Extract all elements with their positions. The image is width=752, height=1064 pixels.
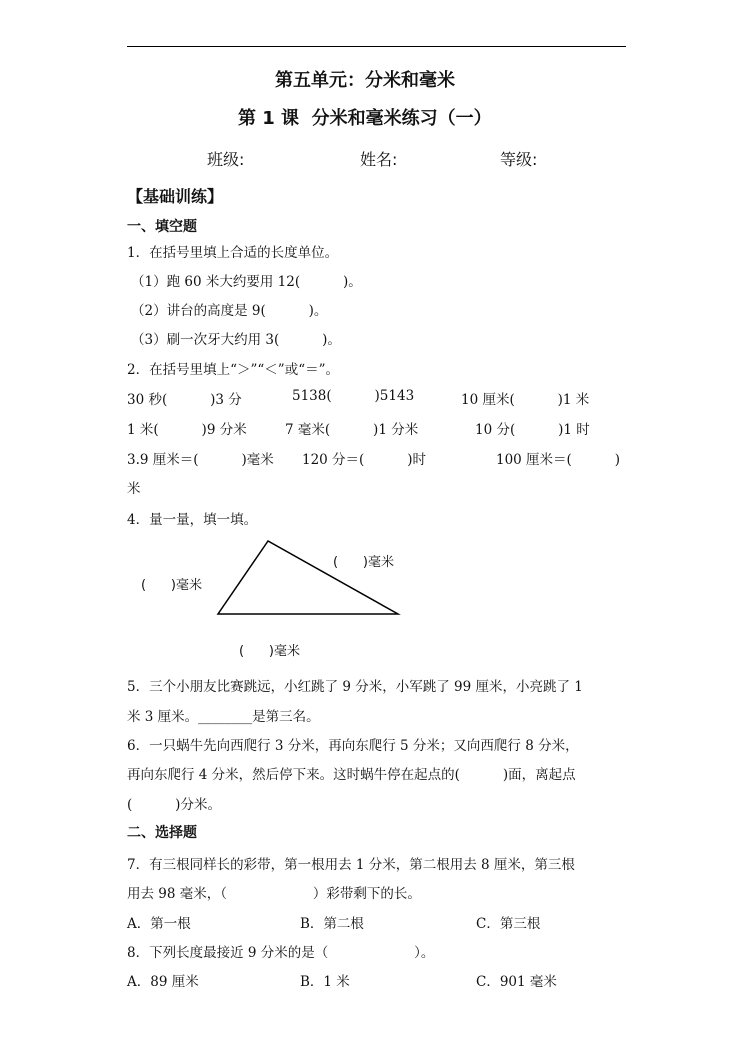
question-7-line1: 7．有三根同样长的彩带，第一根用去 1 分米，第二根用去 8 厘米，第三根 [127,857,575,873]
section-fill-blank: 一、填空题 [127,219,197,235]
triangle-bottom-side-label: ( )毫米 [239,644,300,659]
question-1: 1．在括号里填上合适的长度单位。 [127,245,339,261]
q2-row3-b: 120 分＝( )时 [302,452,427,468]
question-1-2: （2）讲台的高度是 9( )。 [131,303,328,319]
q2-row2-c: 10 分( )1 时 [475,422,590,438]
question-1-3: （3）刷一次牙大约用 3( )。 [131,332,341,348]
triangle-left-side-label: ( )毫米 [141,578,202,593]
question-6-line3: ( )分米。 [127,797,221,813]
basic-training-heading: 【基础训练】 [127,187,224,206]
question-5-line2: 米 3 厘米。________是第三名。 [127,709,320,725]
q2-row3-c: 100 厘米＝( ) [496,452,621,468]
q2-row1-c: 10 厘米( )1 米 [461,392,590,408]
question-1-1: （1）跑 60 米大约要用 12( )。 [131,274,362,290]
lesson-title: 第 1 课 分米和毫米练习（一） [238,108,492,129]
section-multiple-choice: 二、选择题 [127,825,197,841]
name-label: 姓名: [360,150,398,169]
question-6-line1: 6．一只蜗牛先向西爬行 3 分米，再向东爬行 5 分米；又向西爬行 8 分米， [127,738,579,754]
grade-label: 等级: [500,150,538,169]
q7-option-a: A．第一根 [127,916,191,932]
question-7-line2: 用去 98 毫米，（ ）彩带剩下的长。 [127,886,421,902]
q2-row3-d: 米 [127,481,141,497]
q8-option-c: C．901 毫米 [476,974,557,990]
question-4: 4．量一量，填一填。 [127,512,258,528]
question-6-line2: 再向东爬行 4 分米，然后停下来。这时蜗牛停在起点的( )面，离起点 [127,767,576,783]
q2-row3-a: 3.9 厘米＝( )毫米 [127,452,274,468]
unit-title: 第五单元：分米和毫米 [275,70,455,91]
question-8: 8．下列长度最接近 9 分米的是（ ）。 [127,945,435,961]
q2-row2-b: 7 毫米( )1 分米 [285,422,419,438]
question-2: 2．在括号里填上“＞”“＜”或“＝”。 [127,362,339,378]
class-label: 班级: [207,150,245,169]
q2-row1-a: 30 秒( )3 分 [127,392,242,408]
triangle-right-side-label: ( )毫米 [333,555,394,570]
q8-option-b: B．1 米 [300,974,350,990]
q2-row1-b: 5138( )5143 [292,388,415,404]
q7-option-c: C．第三根 [476,916,541,932]
question-5-line1: 5．三个小朋友比赛跳远，小红跳了 9 分米，小军跳了 99 厘米，小亮跳了 1 [127,679,583,695]
q7-option-b: B．第二根 [300,916,364,932]
q2-row2-a: 1 米( )9 分米 [127,422,247,438]
q8-option-a: A．89 厘米 [127,974,199,990]
